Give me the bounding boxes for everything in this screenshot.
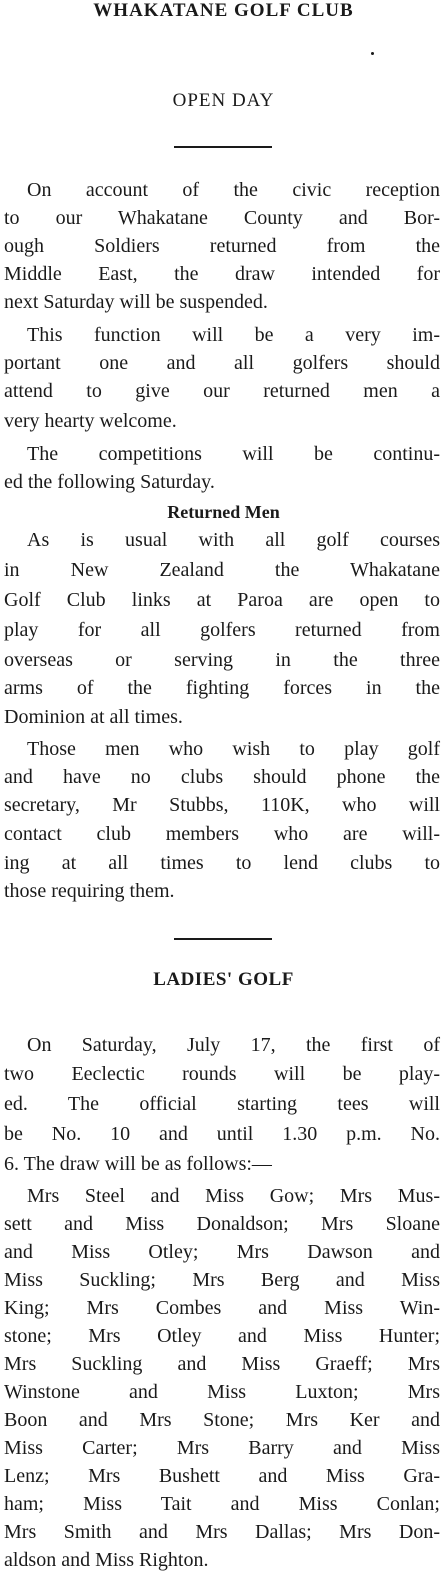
text-line: ing at all times to lend clubs to bbox=[4, 852, 440, 874]
section-title-open-day: OPEN DAY bbox=[172, 90, 275, 111]
club-title: WHAKATANE GOLF CLUB bbox=[93, 0, 354, 21]
text-line: Mrs Smith and Mrs Dallas; Mrs Don- bbox=[4, 1521, 440, 1543]
text-line: play for all golfers returned from bbox=[4, 619, 440, 641]
text-line: and have no clubs should phone the bbox=[4, 766, 440, 788]
section-title-ladies-golf: LADIES' GOLF bbox=[153, 969, 294, 990]
text-line: contact club members who are will- bbox=[4, 823, 440, 845]
text-line: ed. The official starting tees will bbox=[4, 1093, 440, 1115]
text-line: ed the following Saturday. bbox=[4, 471, 215, 493]
text-line: sett and Miss Donaldson; Mrs Sloane bbox=[4, 1213, 440, 1235]
text-line: those requiring them. bbox=[4, 880, 175, 902]
text-line: and Miss Otley; Mrs Dawson and bbox=[4, 1241, 440, 1263]
text-line: to our Whakatane County and Bor- bbox=[4, 207, 440, 229]
text-line: secretary, Mr Stubbs, 110K, who will bbox=[4, 794, 440, 816]
text-line: ham; Miss Tait and Miss Conlan; bbox=[4, 1493, 440, 1515]
print-speck bbox=[371, 52, 374, 55]
text-line: in New Zealand the Whakatane bbox=[4, 559, 440, 581]
text-line: Winstone and Miss Luxton; Mrs bbox=[4, 1381, 440, 1403]
text-line: Lenz; Mrs Bushett and Miss Gra- bbox=[4, 1465, 440, 1487]
text-line: This function will be a very im- bbox=[27, 324, 440, 346]
text-line: very hearty welcome. bbox=[4, 410, 177, 432]
text-line: attend to give our returned men a bbox=[4, 380, 440, 402]
text-line: Miss Suckling; Mrs Berg and Miss bbox=[4, 1269, 440, 1291]
text-line: Mrs Suckling and Miss Graeff; Mrs bbox=[4, 1353, 440, 1375]
text-line: aldson and Miss Righton. bbox=[4, 1549, 209, 1571]
text-line: Miss Carter; Mrs Barry and Miss bbox=[4, 1437, 440, 1459]
text-line: As is usual with all golf courses bbox=[27, 529, 440, 551]
text-line: Those men who wish to play golf bbox=[27, 738, 440, 760]
text-line: portant one and all golfers should bbox=[4, 352, 440, 374]
text-line: be No. 10 and until 1.30 p.m. No. bbox=[4, 1123, 440, 1145]
text-line: On account of the civic reception bbox=[27, 179, 440, 201]
text-line: overseas or serving in the three bbox=[4, 649, 440, 671]
text-line: King; Mrs Combes and Miss Win- bbox=[4, 1297, 440, 1319]
text-line: The competitions will be continu- bbox=[27, 443, 440, 465]
text-line: Golf Club links at Paroa are open to bbox=[4, 589, 440, 611]
text-line: Dominion at all times. bbox=[4, 706, 183, 728]
text-line: arms of the fighting forces in the bbox=[4, 677, 440, 699]
text-line: On Saturday, July 17, the first of bbox=[27, 1034, 440, 1056]
divider-rule bbox=[174, 146, 272, 148]
text-line: next Saturday will be suspended. bbox=[4, 291, 268, 313]
text-line: Mrs Steel and Miss Gow; Mrs Mus- bbox=[27, 1185, 440, 1207]
text-line: 6. The draw will be as follows:— bbox=[4, 1153, 272, 1175]
text-line: ough Soldiers returned from the bbox=[4, 235, 440, 257]
text-line: stone; Mrs Otley and Miss Hunter; bbox=[4, 1325, 440, 1347]
text-line: Middle East, the draw intended for bbox=[4, 263, 440, 285]
subheading-returned-men: Returned Men bbox=[167, 502, 280, 522]
text-line: two Eeclectic rounds will be play- bbox=[4, 1063, 440, 1085]
divider-rule bbox=[174, 938, 272, 940]
text-line: Boon and Mrs Stone; Mrs Ker and bbox=[4, 1409, 440, 1431]
